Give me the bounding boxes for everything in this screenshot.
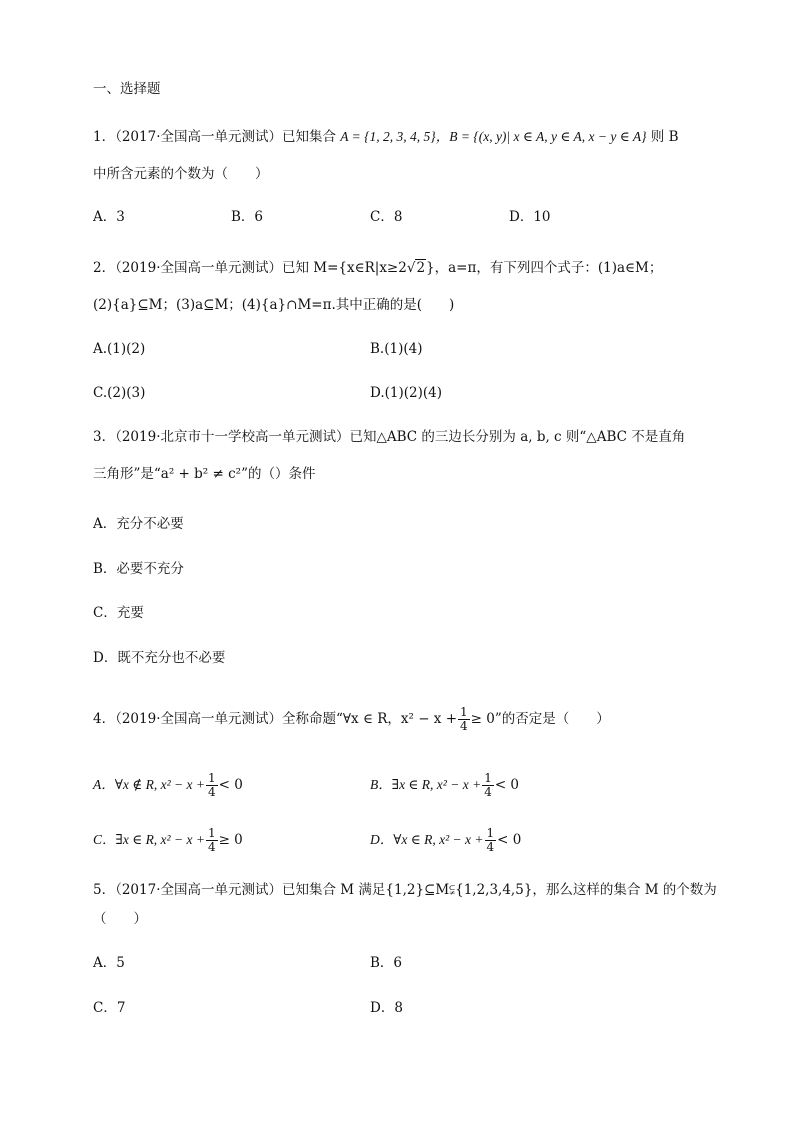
question-3-stem-line-2: 三角形”是“a² + b² ≠ c²”的（）条件	[93, 466, 316, 482]
fraction-numerator: 1	[484, 771, 492, 785]
question-2-prefix: 2．（2019·全国高一单元测试）已知 M={x∈R|x≥2	[93, 260, 407, 276]
question-2-sqrt-arg: 2	[416, 260, 426, 276]
fraction-numerator: 1	[207, 826, 216, 840]
fraction-denominator: 4	[486, 840, 495, 854]
option-b-prefix: B．∃x ∈ R, x² − x +	[370, 777, 482, 792]
question-1-option-b[interactable]: B．6	[231, 209, 264, 225]
question-1-prefix: 1．（2017·全国高一单元测试）已知集合	[93, 129, 341, 145]
question-3-option-b[interactable]: B．必要不充分	[93, 561, 184, 577]
section-title: 一、选择题	[93, 81, 161, 97]
question-1-option-a[interactable]: A．3	[93, 209, 125, 225]
question-5-stem-line-2: （ ）	[93, 911, 147, 927]
question-3-stem-line-1: 3．（2019·北京市十一学校高一单元测试）已知△ABC 的三边长分别为 a, b, c 则“△ABC 不是直角	[93, 429, 686, 445]
question-1-option-c[interactable]: C．8	[370, 209, 403, 225]
question-2-option-a[interactable]: A.(1)(2)	[93, 341, 146, 357]
question-4-option-d[interactable]	[370, 827, 521, 854]
fraction-numerator: 1	[460, 705, 468, 719]
option-b-suffix: < 0	[494, 777, 520, 793]
option-c-suffix: ≥ 0	[218, 832, 243, 848]
fraction-denominator: 4	[484, 785, 492, 799]
option-a-prefix: A．∀x ∉ R, x² − x +	[93, 777, 206, 792]
question-4-stem-suffix: ≥ 0”的否定是（ ）	[470, 711, 610, 727]
question-1-suffix: 则 B	[646, 129, 679, 145]
sqrt-symbol: √	[406, 260, 416, 276]
question-2-stem-line-1	[93, 258, 662, 278]
fraction	[485, 827, 497, 854]
fraction-numerator: 1	[208, 771, 216, 785]
question-2-option-d[interactable]: D.(1)(2)(4)	[370, 385, 443, 401]
fraction	[458, 706, 470, 733]
option-a-suffix: < 0	[218, 777, 243, 793]
fraction	[206, 772, 218, 799]
fraction-denominator: 4	[208, 785, 216, 799]
question-1-stem-line-1	[93, 127, 679, 147]
fraction-denominator: 4	[207, 840, 216, 854]
fraction	[206, 827, 218, 854]
question-4-stem	[93, 706, 610, 733]
option-d-prefix: D．∀x ∈ R, x² − x +	[370, 832, 484, 847]
question-4-option-c[interactable]	[93, 827, 243, 854]
question-5-stem-line-1: 5．（2017·全国高一单元测试）已知集合 M 满足{1,2}⊆M⫋{1,2,3,4,5}，那么这样的集合 M 的个数为	[93, 882, 717, 898]
fraction-numerator: 1	[486, 826, 495, 840]
question-3-option-c[interactable]: C．充要	[93, 605, 144, 621]
question-4-option-b[interactable]	[370, 772, 519, 799]
question-1-stem-line-2: 中所含元素的个数为（ ）	[93, 166, 269, 182]
question-2-option-c[interactable]: C.(2)(3)	[93, 385, 146, 401]
option-d-suffix: < 0	[497, 832, 522, 848]
question-5-option-d[interactable]: D．8	[370, 1000, 403, 1016]
question-2-stem-line-2: (2){a}⊆M；(3)a⊆M；(4){a}∩M=π.其中正确的是( )	[93, 297, 455, 313]
question-3-option-d[interactable]: D．既不充分也不必要	[93, 650, 226, 666]
question-1-option-d[interactable]: D．10	[509, 209, 551, 225]
question-5-option-b[interactable]: B．6	[370, 955, 403, 971]
question-2-option-b[interactable]: B.(1)(4)	[370, 341, 423, 357]
question-2-suffix: }，a=π，有下列四个式子：(1)a∈M；	[426, 260, 663, 276]
option-c-prefix: C．∃x ∈ R, x² − x +	[93, 832, 205, 847]
fraction	[482, 772, 494, 799]
question-4-stem-prefix: 4．（2019·全国高一单元测试）全称命题“∀x ∈ R，x² − x +	[93, 711, 458, 727]
fraction-denominator: 4	[460, 719, 468, 733]
question-5-option-a[interactable]: A．5	[93, 955, 125, 971]
question-1-set-b: ，B = {(x, y)| x ∈ A, y ∈ A, x − y ∈ A}	[435, 129, 647, 144]
question-5-option-c[interactable]: C．7	[93, 1000, 126, 1016]
question-1-set-a: A = {1, 2, 3, 4, 5}	[340, 129, 436, 144]
question-4-option-a[interactable]	[93, 772, 243, 799]
question-3-option-a[interactable]: A．充分不必要	[93, 516, 184, 532]
